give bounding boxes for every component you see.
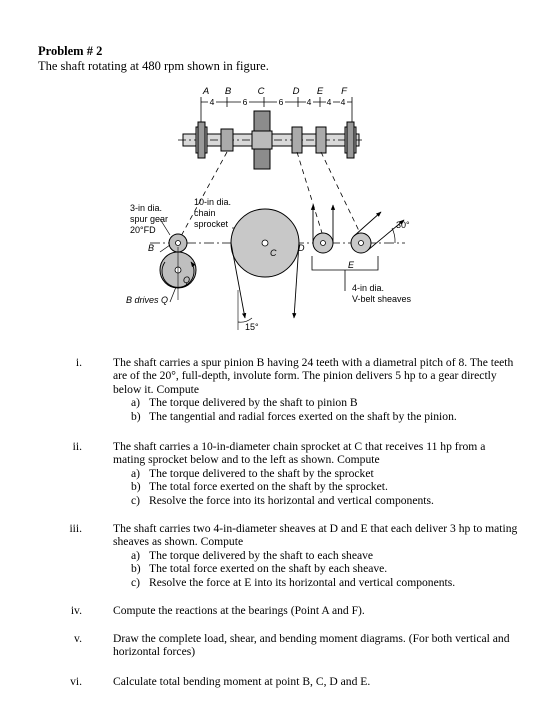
dim-ab: 4 bbox=[209, 97, 215, 107]
sub-item: b) The tangential and radial forces exerted on the shaft by the pinion. bbox=[131, 409, 457, 423]
sub-item: a) The torque delivered to the shaft by the sprocket bbox=[131, 466, 374, 480]
sub-item: b) The total force exerted on the shaft by each sheave. bbox=[131, 562, 388, 576]
dim-ef: 4 bbox=[326, 97, 332, 107]
sheave-label-2: V-belt sheaves bbox=[352, 294, 412, 304]
letter-c: C bbox=[270, 248, 277, 258]
sprocket-label-1: 10-in dia. bbox=[194, 197, 232, 207]
question-text: The shaft carries a spur pinion B having 24 teeth with a diametral pitch of 8. The teeth are of the 20°, full-depth, involute form. The pinion delivers 5 hp to a gear directly below it. Compute bbox=[113, 356, 514, 396]
sprocket-label-3: sprocket bbox=[194, 219, 229, 229]
question-text: Compute the reactions at the bearings (Point A and F). bbox=[113, 604, 365, 617]
question-number: ii. bbox=[72, 440, 82, 453]
sub-item: a) The torque delivered by the shaft to each sheave bbox=[131, 548, 374, 562]
letter-d: D bbox=[298, 243, 305, 253]
point-label-c: C bbox=[257, 86, 265, 97]
question-text: The shaft carries a 10-in-diameter chain sprocket at C that receives 11 hp from a mating sprocket below and to the left as shown. Compute bbox=[113, 440, 486, 467]
angle-15: 15° bbox=[245, 322, 259, 332]
gear-driven-label: B drives Q bbox=[126, 295, 169, 305]
letter-q: Q bbox=[183, 275, 191, 285]
sprocket-label-2: chain bbox=[194, 208, 216, 218]
question-number: iv. bbox=[70, 604, 82, 617]
question-5 bbox=[38, 632, 518, 659]
sheave-label-1: 4-in dia. bbox=[352, 283, 385, 293]
pinion-label-2: spur gear bbox=[130, 214, 169, 224]
dim-bc: 6 bbox=[242, 97, 248, 107]
point-label-a: A bbox=[202, 86, 210, 97]
question-number: iii. bbox=[69, 522, 82, 535]
question-6 bbox=[38, 675, 518, 688]
question-3 bbox=[38, 522, 518, 589]
letter-b: B bbox=[148, 243, 155, 253]
shaft-figure bbox=[0, 80, 558, 345]
point-label-b: B bbox=[224, 86, 232, 97]
dim-cd: 6 bbox=[278, 97, 284, 107]
question-number: v. bbox=[74, 632, 82, 645]
problem-intro: The shaft rotating at 480 rpm shown in figure. bbox=[38, 59, 269, 73]
question-number: vi. bbox=[70, 675, 82, 688]
point-label-e: E bbox=[316, 86, 324, 97]
question-text: Draw the complete load, shear, and bending moment diagrams. (For both vertical and horizontal forces) bbox=[113, 632, 510, 659]
question-4 bbox=[38, 604, 518, 617]
dim-de: 4 bbox=[306, 97, 312, 107]
sub-item: b) The total force exerted on the shaft by the sprocket. bbox=[131, 480, 388, 494]
dim-f-end: 4 bbox=[340, 97, 346, 107]
angle-30: 30° bbox=[396, 220, 410, 230]
sub-item: a) The torque delivered by the shaft to pinion B bbox=[131, 396, 358, 410]
pinion-label-3: 20°FD bbox=[130, 225, 156, 235]
sub-item: c) Resolve the force into its horizontal and vertical components. bbox=[131, 493, 434, 507]
letter-e: E bbox=[348, 260, 355, 270]
pinion-label-1: 3-in dia. bbox=[130, 203, 163, 213]
question-text: Calculate total bending moment at point B, C, D and E. bbox=[113, 675, 371, 688]
question-number: i. bbox=[75, 356, 82, 369]
question-text: The shaft carries two 4-in-diameter sheaves at D and E that each deliver 3 hp to mating sheaves as shown. Compute bbox=[113, 522, 518, 549]
point-label-f: F bbox=[341, 86, 347, 97]
shaft-side-view bbox=[178, 111, 365, 169]
point-label-d: D bbox=[292, 86, 300, 97]
question-2 bbox=[38, 440, 518, 507]
question-1 bbox=[38, 356, 518, 423]
sub-item: c) Resolve the force at E into its horizontal and vertical components. bbox=[131, 575, 456, 589]
problem-title: Problem # 2 bbox=[38, 44, 103, 58]
